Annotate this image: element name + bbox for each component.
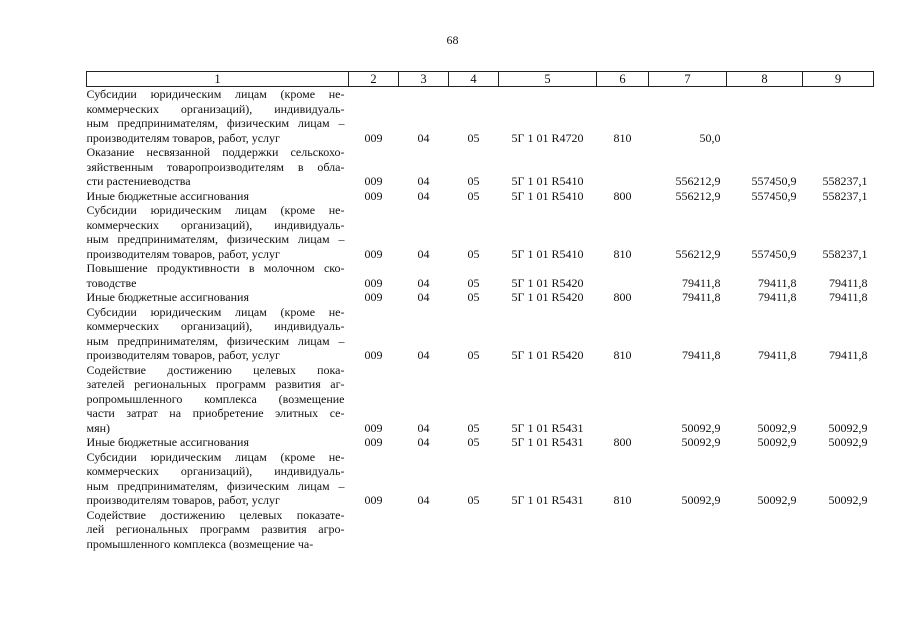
table-row xyxy=(87,189,874,204)
cell-amount-year-1 xyxy=(649,508,727,552)
item-name-line: промышленного комплекса (возмещение ча- xyxy=(86,536,314,551)
budget-table xyxy=(86,71,874,551)
cell-expense-type: 810 xyxy=(613,493,632,507)
cell-target-article: 5Г 1 01 R5410 xyxy=(511,174,584,188)
item-name-line: сти растениеводства xyxy=(86,174,191,188)
cell-target-article: 5Г 1 01 R4720 xyxy=(511,130,584,145)
cell-amount-year-2 xyxy=(727,508,803,552)
item-name-line: производителям товаров, работ, услуг xyxy=(86,348,280,362)
cell-amount-year-3: 50092,9 xyxy=(828,435,868,449)
cell-admin-code: 009 xyxy=(364,435,383,449)
cell-section: 04 xyxy=(417,188,430,203)
cell-amount-year-1: 50,0 xyxy=(699,130,721,145)
cell-amount-year-3: 558237,1 xyxy=(822,174,868,188)
cell-item-name xyxy=(87,261,349,290)
item-name-line: коммерческих организаций), индивидуаль- xyxy=(86,319,345,333)
table-row xyxy=(87,203,874,261)
cell-target-article: 5Г 1 01 R5410 xyxy=(511,188,584,203)
cell-amount-year-3: 79411,8 xyxy=(828,275,868,290)
cell-section xyxy=(399,508,449,552)
item-name-line: лей региональных программ развития агро- xyxy=(86,522,345,536)
cell-amount-year-3: 558237,1 xyxy=(822,188,868,203)
cell-expense-type xyxy=(597,145,649,189)
cell-amount-year-1: 556212,9 xyxy=(675,188,721,203)
cell-admin-code: 009 xyxy=(364,188,383,203)
cell-section: 04 xyxy=(417,130,430,145)
cell-item-name xyxy=(87,450,349,508)
item-name-line: ным предпринимателям, физическим лицам – xyxy=(86,333,345,348)
item-name-line: Субсидии юридическим лицам (кроме не- xyxy=(86,87,345,101)
item-name-line: Иные бюджетные ассигнования xyxy=(86,435,249,449)
cell-amount-year-2: 50092,9 xyxy=(757,420,797,435)
cell-item-name xyxy=(87,203,349,261)
cell-section: 04 xyxy=(417,435,430,449)
item-name-line: производителям товаров, работ, услуг xyxy=(86,130,280,145)
cell-subsection: 05 xyxy=(467,174,480,188)
column-header-3: 3 xyxy=(399,72,449,87)
cell-admin-code: 009 xyxy=(364,275,383,290)
cell-amount-year-1: 50092,9 xyxy=(681,493,721,507)
cell-target-article: 5Г 1 01 R5431 xyxy=(511,493,584,507)
cell-amount-year-2: 50092,9 xyxy=(757,435,797,449)
cell-item-name xyxy=(87,305,349,363)
cell-amount-year-2: 79411,8 xyxy=(757,348,797,362)
item-name-line: Субсидии юридическим лицам (кроме не- xyxy=(86,449,345,464)
cell-amount-year-3 xyxy=(803,87,874,146)
table-row xyxy=(87,87,874,146)
cell-amount-year-2: 79411,8 xyxy=(757,275,797,290)
cell-expense-type: 810 xyxy=(613,246,632,261)
cell-amount-year-1: 50092,9 xyxy=(681,420,721,435)
cell-amount-year-2: 79411,8 xyxy=(757,290,797,304)
cell-section: 04 xyxy=(417,420,430,435)
item-name-line: ным предпринимателям, физическим лицам – xyxy=(86,116,345,130)
cell-expense-type xyxy=(597,261,649,290)
column-header-5: 5 xyxy=(499,72,597,87)
item-name-line: зателей региональных программ развития аг- xyxy=(86,377,345,391)
page-number: 68 xyxy=(446,33,459,47)
item-name-line: Содействие достижению целевых показате- xyxy=(86,507,345,522)
table-row xyxy=(87,450,874,508)
cell-subsection: 05 xyxy=(467,435,480,449)
table-row xyxy=(87,261,874,290)
cell-subsection: 05 xyxy=(467,130,480,145)
item-name-line: мян) xyxy=(86,420,111,435)
item-name-line: ропромышленного комплекса (возмещение xyxy=(86,391,345,406)
cell-amount-year-2: 557450,9 xyxy=(751,174,797,188)
cell-target-article: 5Г 1 01 R5420 xyxy=(511,275,584,290)
cell-amount-year-2: 557450,9 xyxy=(751,188,797,203)
table-body xyxy=(87,87,874,552)
item-name-line: товодстве xyxy=(86,275,137,290)
table-row xyxy=(87,363,874,436)
cell-expense-type: 810 xyxy=(613,130,632,145)
cell-amount-year-1: 50092,9 xyxy=(681,435,721,449)
cell-section: 04 xyxy=(417,246,430,261)
cell-subsection: 05 xyxy=(467,246,480,261)
item-name-line: производителям товаров, работ, услуг xyxy=(86,246,280,261)
item-name-line: коммерческих организаций), индивидуаль- xyxy=(86,101,345,116)
item-name-line: коммерческих организаций), индивидуаль- xyxy=(86,217,345,232)
cell-expense-type xyxy=(597,363,649,436)
cell-section: 04 xyxy=(417,493,430,507)
cell-amount-year-1: 79411,8 xyxy=(681,348,721,362)
cell-section: 04 xyxy=(417,174,430,188)
cell-amount-year-2: 557450,9 xyxy=(751,246,797,261)
cell-target-article: 5Г 1 01 R5420 xyxy=(511,290,584,304)
cell-amount-year-2 xyxy=(727,87,803,146)
cell-item-name xyxy=(87,290,349,305)
cell-target-article: 5Г 1 01 R5420 xyxy=(511,348,584,362)
cell-item-name xyxy=(87,508,349,552)
column-header-6: 6 xyxy=(597,72,649,87)
table-header-row xyxy=(87,72,874,87)
cell-amount-year-3 xyxy=(803,508,874,552)
cell-section: 04 xyxy=(417,275,430,290)
cell-section: 04 xyxy=(417,348,430,362)
cell-amount-year-1: 556212,9 xyxy=(675,174,721,188)
cell-expense-type: 800 xyxy=(613,435,632,449)
column-header-1: 1 xyxy=(87,72,349,87)
cell-target-article: 5Г 1 01 R5410 xyxy=(511,246,584,261)
cell-amount-year-3: 50092,9 xyxy=(828,493,868,507)
item-name-line: Оказание несвязанной поддержки сельскохо- xyxy=(86,145,345,159)
cell-admin-code: 009 xyxy=(364,348,383,362)
cell-amount-year-3: 79411,8 xyxy=(828,290,868,304)
cell-item-name xyxy=(87,435,349,450)
cell-subsection: 05 xyxy=(467,275,480,290)
cell-subsection: 05 xyxy=(467,188,480,203)
item-name-line: коммерческих организаций), индивидуаль- xyxy=(86,464,345,478)
item-name-line: ным предпринимателям, физическим лицам – xyxy=(86,232,345,246)
cell-admin-code: 009 xyxy=(364,493,383,507)
cell-admin-code xyxy=(349,508,399,552)
cell-admin-code: 009 xyxy=(364,130,383,145)
cell-admin-code: 009 xyxy=(364,246,383,261)
cell-target-article: 5Г 1 01 R5431 xyxy=(511,435,584,449)
cell-admin-code: 009 xyxy=(364,290,383,304)
table-row xyxy=(87,305,874,363)
table-row xyxy=(87,290,874,305)
cell-item-name xyxy=(87,363,349,436)
cell-admin-code: 009 xyxy=(364,174,383,188)
table-row xyxy=(87,435,874,450)
cell-amount-year-3: 558237,1 xyxy=(822,246,868,261)
item-name-line: ным предпринимателям, физическим лицам – xyxy=(86,478,345,493)
cell-subsection: 05 xyxy=(467,493,480,507)
cell-expense-type: 800 xyxy=(613,188,632,203)
cell-amount-year-3: 50092,9 xyxy=(828,420,868,435)
cell-subsection xyxy=(449,508,499,552)
item-name-line: Иные бюджетные ассигнования xyxy=(86,290,249,304)
cell-target-article xyxy=(499,508,597,552)
cell-item-name xyxy=(87,189,349,204)
cell-item-name xyxy=(87,87,349,146)
cell-expense-type xyxy=(597,508,649,552)
table-row xyxy=(87,508,874,552)
cell-admin-code: 009 xyxy=(364,420,383,435)
cell-target-article: 5Г 1 01 R5431 xyxy=(511,420,584,435)
cell-subsection: 05 xyxy=(467,348,480,362)
cell-section: 04 xyxy=(417,290,430,304)
cell-amount-year-1: 79411,8 xyxy=(681,290,721,304)
cell-amount-year-1: 556212,9 xyxy=(675,246,721,261)
cell-amount-year-3: 79411,8 xyxy=(828,348,868,362)
cell-subsection: 05 xyxy=(467,290,480,304)
item-name-line: Субсидии юридическим лицам (кроме не- xyxy=(86,304,345,319)
column-header-4: 4 xyxy=(449,72,499,87)
item-name-line: зяйственным товаропроизводителям в обла- xyxy=(86,159,345,174)
cell-expense-type: 810 xyxy=(613,348,632,362)
column-header-2: 2 xyxy=(349,72,399,87)
cell-expense-type: 800 xyxy=(613,290,632,304)
item-name-line: Повышение продуктивности в молочном ско- xyxy=(86,261,345,275)
item-name-line: производителям товаров, работ, услуг xyxy=(86,493,280,507)
cell-amount-year-2: 50092,9 xyxy=(757,493,797,507)
column-header-7: 7 xyxy=(649,72,727,87)
cell-amount-year-1: 79411,8 xyxy=(681,275,721,290)
item-name-line: Содействие достижению целевых пока- xyxy=(86,362,345,377)
cell-item-name xyxy=(87,145,349,189)
table-row xyxy=(87,145,874,189)
item-name-line: части затрат на приобретение элитных се- xyxy=(86,406,345,420)
column-header-8: 8 xyxy=(727,72,803,87)
cell-subsection: 05 xyxy=(467,420,480,435)
column-header-9: 9 xyxy=(803,72,874,87)
item-name-line: Иные бюджетные ассигнования xyxy=(86,188,249,203)
item-name-line: Субсидии юридическим лицам (кроме не- xyxy=(86,203,345,217)
